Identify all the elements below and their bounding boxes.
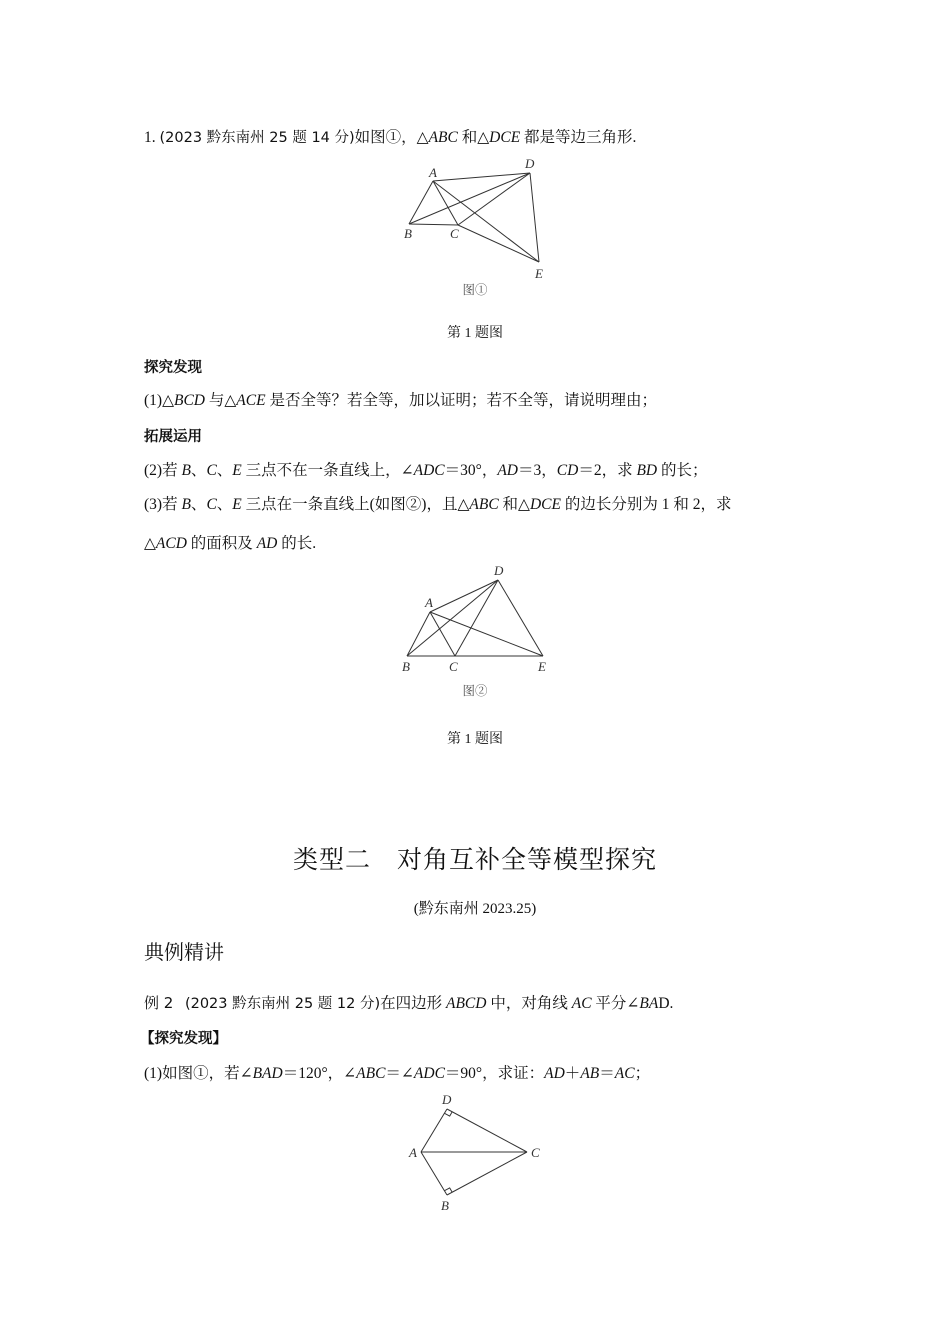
- label-b: B: [404, 226, 412, 241]
- triangle-bcd: BCD: [174, 392, 205, 409]
- angle-abc: ABC: [356, 1065, 386, 1082]
- triangle-dce: DCE: [529, 496, 561, 513]
- q-text: ＝∠: [385, 1065, 414, 1082]
- q-text: 在四边形: [380, 995, 446, 1012]
- heading-explore: 探究发现: [144, 360, 202, 376]
- right-angle-mark-d: [445, 1112, 453, 1116]
- figure-3-diagram: [0, 1090, 950, 1220]
- angle-ba: BA: [639, 995, 659, 1012]
- segment-bd: BD: [636, 462, 658, 479]
- q-text: △: [144, 535, 156, 552]
- angle-adc: ADC: [413, 462, 445, 479]
- label-d: D: [525, 156, 535, 171]
- q-text: ＋: [564, 1065, 581, 1082]
- heading-examples: 典例精讲: [144, 940, 224, 964]
- label-e: E: [538, 659, 546, 674]
- triangle-acd: ACD: [155, 535, 187, 552]
- figure-2-caption: 图②: [462, 684, 488, 698]
- q-text: 的长；: [657, 462, 708, 479]
- label-b: B: [441, 1198, 449, 1213]
- triangle-ace: ACE: [236, 392, 266, 409]
- segment-cd: CD: [556, 462, 579, 479]
- figure-1-group-caption: 第 1 题图: [447, 326, 503, 341]
- segment-ad: AD: [544, 1065, 565, 1082]
- triangle-abc: ABC: [428, 129, 458, 146]
- q-text: 三点在一条直线上(如图②)，且△: [241, 496, 470, 513]
- point-b: B: [181, 496, 191, 513]
- label-c: C: [531, 1145, 540, 1160]
- label-a: A: [429, 165, 437, 180]
- problem-number: 1.: [144, 129, 156, 146]
- point-c: C: [206, 496, 217, 513]
- q-text: 平分∠: [591, 995, 640, 1012]
- q-text: ＝90°，求证：: [444, 1065, 545, 1082]
- heading-extend: 拓展运用: [144, 429, 202, 445]
- question-1: [144, 391, 657, 411]
- label-d: D: [442, 1092, 452, 1107]
- right-angle-mark-b: [445, 1188, 453, 1192]
- q-text: 、: [216, 496, 233, 513]
- figure-1-diagram: [0, 0, 950, 300]
- q-text: 、: [190, 496, 207, 513]
- point-c: C: [206, 462, 217, 479]
- angle-bad: BAD: [252, 1065, 283, 1082]
- quad-abcd: ABCD: [446, 995, 487, 1012]
- q-text: 、: [216, 462, 233, 479]
- question-3: [144, 495, 731, 515]
- label-b: B: [402, 659, 410, 674]
- q-text: 三点不在一条直线上，∠: [241, 462, 414, 479]
- triangle-abc: ABC: [469, 496, 499, 513]
- example-label: 例 2: [144, 994, 174, 1012]
- segment-ad: AD: [256, 535, 278, 552]
- q-text: 、: [190, 462, 207, 479]
- q-text: ＝3，: [518, 462, 557, 479]
- q-text: (1)△: [144, 392, 174, 409]
- q-text: (2)若: [144, 462, 182, 479]
- q-text: 中，对角线: [486, 995, 572, 1012]
- q-text: 的长.: [277, 535, 317, 552]
- section-subtitle: (黔东南州 2023.25): [413, 901, 537, 917]
- q-text: 的面积及: [186, 535, 257, 552]
- example-source: (2023 黔东南州 25 题 12 分): [184, 996, 381, 1012]
- label-e: E: [535, 266, 543, 281]
- heading-bracket-explore: 【探究发现】: [140, 1031, 227, 1047]
- point-b: B: [181, 462, 191, 479]
- segment-ac: AC: [571, 995, 592, 1012]
- segment-ad: AD: [497, 462, 519, 479]
- q-text: (3)若: [144, 496, 182, 513]
- q-text: ＝30°，: [444, 462, 498, 479]
- question-2: [144, 461, 708, 481]
- q-text: 和△: [498, 496, 530, 513]
- label-a: A: [425, 595, 433, 610]
- q-text: ＝: [599, 1065, 615, 1082]
- label-c: C: [450, 226, 459, 241]
- stem-text: 如图①，△: [354, 129, 429, 146]
- q-text: 是否全等？若全等，加以证明；若不全等，请说明理由；: [265, 392, 657, 409]
- q-text: ；: [634, 1065, 651, 1082]
- angle-adc: ADC: [413, 1065, 445, 1082]
- q-text: ＝120°，∠: [282, 1065, 357, 1082]
- q-text: (1)如图①，若∠: [144, 1065, 253, 1082]
- triangle-dce: DCE: [489, 129, 521, 146]
- problem-source: (2023 黔东南州 25 题 14 分): [159, 130, 355, 146]
- figure-1-caption: 图①: [462, 283, 488, 297]
- figure-2-group-caption: 第 1 题图: [447, 732, 503, 747]
- q-text: ＝2，求: [578, 462, 637, 479]
- label-a: A: [409, 1145, 417, 1160]
- q-text: 与△: [205, 392, 237, 409]
- segment-ab: AB: [580, 1065, 600, 1082]
- figure-2-diagram: [0, 540, 950, 690]
- example-2-item-1: [144, 1064, 650, 1084]
- q-text: D.: [658, 995, 674, 1012]
- stem-text: 都是等边三角形.: [520, 129, 637, 146]
- point-e: E: [232, 496, 242, 513]
- point-e: E: [232, 462, 242, 479]
- stem-text: 和△: [457, 129, 490, 146]
- segment-ac: AC: [614, 1065, 635, 1082]
- q-text: 的边长分别为 1 和 2，求: [560, 496, 732, 513]
- label-d: D: [494, 563, 504, 578]
- section-title: 类型二 对角互补全等模型探究: [292, 845, 657, 874]
- label-c: C: [449, 659, 458, 674]
- example-2-stem: [144, 993, 673, 1014]
